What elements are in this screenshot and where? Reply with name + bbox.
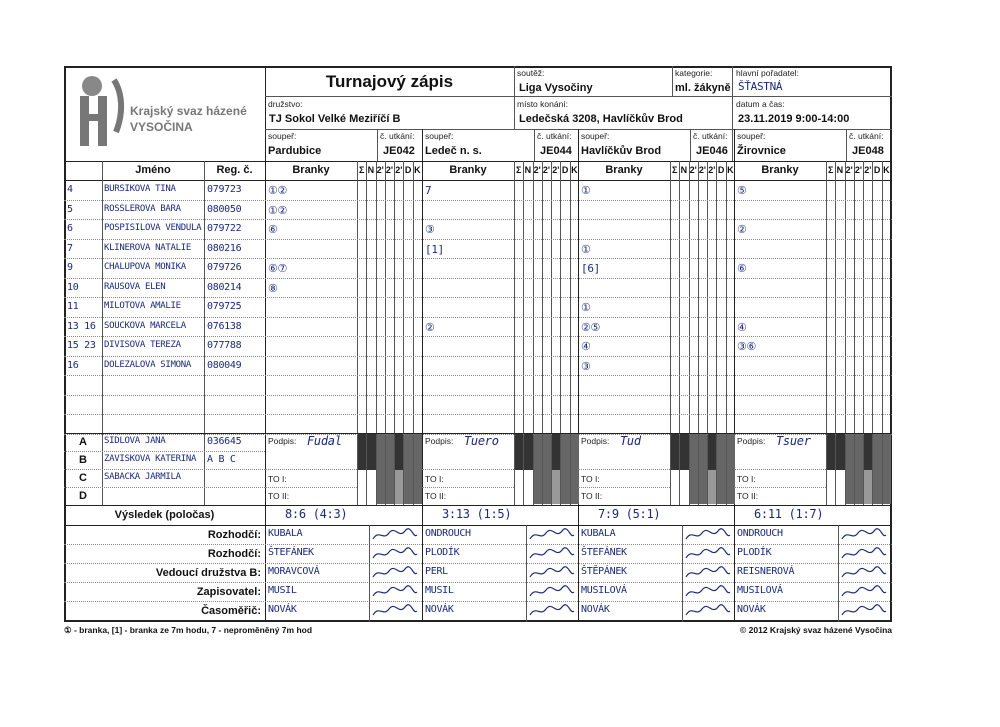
col-two2: 2' <box>542 165 551 175</box>
signature-mark <box>684 546 732 562</box>
logo-handball-icon <box>72 72 132 152</box>
player-goals: ③ <box>425 223 435 236</box>
player-name: RAUSOVÁ ELEN <box>104 281 166 292</box>
signature-mark <box>528 546 576 562</box>
podpis-label: Podpis: <box>737 436 766 446</box>
player-name: BURŠÍKOVÁ TINA <box>104 184 176 194</box>
player-number: 5 <box>67 203 73 215</box>
player-reg: 076138 <box>207 320 242 332</box>
col-two1: 2' <box>689 165 697 175</box>
player-number: 15 23 <box>67 340 96 351</box>
player-goals: ②⑤ <box>581 320 601 334</box>
page-title: Turnajový zápis <box>325 72 454 91</box>
player-name: KLINEROVÁ NATÁLIE <box>104 242 192 253</box>
official-entry: ŠTEFÁNEK <box>581 547 627 558</box>
datum-value: 23.11.2019 9:00-14:00 <box>738 113 850 125</box>
player-reg: 080214 <box>207 281 242 293</box>
logo <box>72 72 262 152</box>
bottom-row-label: Vedoucí družstva B: <box>155 567 261 579</box>
player-goals: [1] <box>425 242 444 256</box>
official-entry: ŠTEFÁNEK <box>268 547 314 558</box>
to2-label: TO II: <box>581 491 603 501</box>
player-number: 16 <box>67 359 79 371</box>
utkani-label: č. utkání: <box>537 131 572 141</box>
datum-label: datum a čas: <box>736 99 785 109</box>
player-number: 4 <box>67 184 73 195</box>
official-entry: NOVÁK <box>581 604 610 615</box>
utkani-value: JE042 <box>383 145 415 157</box>
player-goals: ⑥ <box>737 262 747 275</box>
soutez-label: soutěž: <box>517 68 545 78</box>
official-name: ŠIDLOVÁ JANA <box>104 436 166 446</box>
player-goals: ⑥⑦ <box>268 262 288 275</box>
podpis-signature: Tuero <box>464 434 499 448</box>
souper-value: Havlíčkův Brod <box>581 145 662 157</box>
to2-label: TO II: <box>737 491 759 501</box>
player-goals: ① <box>581 301 591 314</box>
col-two3: 2' <box>552 165 560 175</box>
bottom-row-label: Rozhodčí: <box>207 529 261 541</box>
misto-label: místo konání: <box>517 99 569 109</box>
official-entry: PLODÍK <box>737 547 772 558</box>
souper-label: soupeř: <box>737 131 766 141</box>
official-name: ŠABACKÁ JARMILA <box>104 472 181 482</box>
official-entry: PLODÍK <box>425 547 460 558</box>
player-goals: ⑧ <box>268 281 278 295</box>
col-two1: 2' <box>533 165 541 175</box>
col-d: D <box>561 165 569 175</box>
official-entry: REISNEROVÁ <box>737 566 795 577</box>
player-goals: ① <box>581 242 591 256</box>
col-branky: Branky <box>449 164 487 176</box>
col-reg: Reg. č. <box>216 164 253 176</box>
col-branky: Branky <box>761 164 799 176</box>
match-result: 7:9 (5:1) <box>598 507 661 521</box>
col-d: D <box>404 165 412 175</box>
official-entry: KUBALA <box>581 528 616 539</box>
official-entry: MORAVCOVÁ <box>268 566 320 577</box>
signature-mark <box>371 565 419 581</box>
souper-label: soupeř: <box>581 131 610 141</box>
player-goals: [6] <box>581 262 600 275</box>
podpis-signature: Fudal <box>307 434 342 448</box>
souper-value: Ledeč n. s. <box>425 145 482 157</box>
player-name: CHALUPOVÁ MONIKA <box>104 262 186 272</box>
col-n: N <box>367 165 375 175</box>
logo-text-2: VYSOČINA <box>130 120 193 134</box>
player-number: 7 <box>67 242 73 254</box>
signature-mark <box>684 584 732 600</box>
player-goals: ⑥ <box>268 223 278 236</box>
druzstvo-label: družstvo: <box>268 99 303 109</box>
player-goals: ① <box>581 184 591 197</box>
player-name: SOUČKOVÁ MARCELA <box>104 320 186 331</box>
utkani-label: č. utkání: <box>693 131 728 141</box>
official-name: ZÁVIŠKOVÁ KATEŘINA <box>104 454 197 464</box>
official-entry: NOVÁK <box>425 604 454 615</box>
misto-value: Ledečská 3208, Havlíčkův Brod <box>519 113 683 125</box>
col-branky: Branky <box>292 164 330 176</box>
player-reg: 079722 <box>207 223 242 234</box>
player-goals: ③ <box>581 359 591 373</box>
signature-mark <box>371 546 419 562</box>
col-k: K <box>571 165 578 175</box>
bottom-row-label: Rozhodčí: <box>207 548 261 560</box>
col-sigma: Σ <box>515 165 522 175</box>
soutez-value: Liga Vysočiny <box>519 82 593 94</box>
utkani-value: JE048 <box>852 145 884 157</box>
official-entry: NOVÁK <box>737 604 766 615</box>
podpis-label: Podpis: <box>581 436 610 446</box>
footer-copyright: © 2012 Krajský svaz házené Vysočina <box>740 625 892 635</box>
col-sigma: Σ <box>671 165 678 175</box>
player-reg: 079726 <box>207 262 242 273</box>
signature-mark <box>528 565 576 581</box>
player-number: 11 <box>67 301 79 312</box>
to1-label: TO I: <box>581 474 600 484</box>
druzstvo-value: TJ Sokol Velké Meziříčí B <box>269 113 401 125</box>
utkani-value: JE046 <box>696 145 728 157</box>
official-entry: ONDROUCH <box>425 528 471 539</box>
footer-legend: ① - branka, [1] - branka ze 7m hodu, 7 - neproměněný 7m hod <box>64 625 313 635</box>
col-two3: 2' <box>395 165 403 175</box>
to1-label: TO I: <box>737 474 756 484</box>
official-letter: B <box>79 454 87 466</box>
signature-mark <box>528 527 576 543</box>
player-goals: ④ <box>737 320 747 334</box>
col-two2: 2' <box>854 165 863 175</box>
poradatel-label: hlavní pořadatel: <box>736 68 799 78</box>
player-reg: 079723 <box>207 184 242 195</box>
match-result: 6:11 (1:7) <box>754 507 824 521</box>
official-reg: 036645 <box>207 436 242 447</box>
player-goals: ①② <box>268 184 288 197</box>
player-number: 13 16 <box>67 320 96 332</box>
official-entry: NOVÁK <box>268 604 297 615</box>
player-goals: ⑤ <box>737 184 747 197</box>
utkani-label: č. utkání: <box>849 131 884 141</box>
to1-label: TO I: <box>268 474 287 484</box>
player-name: MILOTOVÁ AMÁLIE <box>104 301 181 311</box>
player-reg: 080216 <box>207 242 242 254</box>
match-result: 8:6 (4:3) <box>285 507 348 521</box>
player-reg: 080049 <box>207 359 242 371</box>
col-sigma: Σ <box>358 165 365 175</box>
official-entry: MUSIL <box>425 585 454 596</box>
official-entry: MUSIL <box>268 585 297 596</box>
bottom-row-label: Zapisovatel: <box>196 586 261 598</box>
col-two3: 2' <box>864 165 872 175</box>
player-name: DIVIŠOVÁ TEREZA <box>104 340 181 350</box>
player-name: RÖSSLEROVÁ BARA <box>104 203 181 214</box>
official-entry: ŠTĚPÁNEK <box>581 566 627 577</box>
col-k: K <box>414 165 421 175</box>
souper-label: soupeř: <box>425 131 454 141</box>
player-goals: ② <box>425 320 435 334</box>
souper-label: soupeř: <box>268 131 297 141</box>
player-goals: ③⑥ <box>737 340 757 353</box>
player-reg: 080050 <box>207 203 242 215</box>
signature-mark <box>528 584 576 600</box>
official-entry: PERL <box>425 566 448 577</box>
player-goals: 7 <box>425 184 432 197</box>
col-two2: 2' <box>385 165 394 175</box>
player-number: 6 <box>67 223 73 234</box>
utkani-value: JE044 <box>540 145 572 157</box>
col-n: N <box>836 165 844 175</box>
player-reg: 079725 <box>207 301 242 312</box>
col-two2: 2' <box>698 165 707 175</box>
utkani-label: č. utkání: <box>380 131 415 141</box>
kategorie-value: ml. žákyně <box>675 82 731 94</box>
official-letter: A <box>79 436 87 448</box>
podpis-signature: Tsuer <box>776 434 811 448</box>
official-letter: C <box>79 472 87 484</box>
podpis-label: Podpis: <box>425 436 454 446</box>
col-k: K <box>727 165 734 175</box>
podpis-label: Podpis: <box>268 436 297 446</box>
col-k: K <box>883 165 890 175</box>
official-entry: MUSILOVÁ <box>737 585 783 596</box>
col-two1: 2' <box>845 165 853 175</box>
signature-mark <box>371 584 419 600</box>
signature-mark <box>840 584 888 600</box>
signature-mark <box>840 603 888 619</box>
col-branky: Branky <box>605 164 643 176</box>
official-entry: KUBALA <box>268 528 303 539</box>
signature-mark <box>684 565 732 581</box>
kategorie-label: kategorie: <box>675 68 713 78</box>
signature-mark <box>840 527 888 543</box>
player-goals: ①② <box>268 203 288 217</box>
player-number: 9 <box>67 262 73 273</box>
col-two3: 2' <box>708 165 716 175</box>
to1-label: TO I: <box>425 474 444 484</box>
official-reg: A B C <box>207 454 236 465</box>
col-two1: 2' <box>376 165 384 175</box>
signature-mark <box>684 603 732 619</box>
col-d: D <box>873 165 881 175</box>
to2-label: TO II: <box>268 491 290 501</box>
player-goals: ④ <box>581 340 591 353</box>
souper-value: Žirovnice <box>737 145 786 157</box>
player-name: POSPÍŠILOVÁ VENDULA <box>104 223 202 233</box>
col-jmeno: Jméno <box>135 164 171 176</box>
official-letter: D <box>79 490 87 502</box>
col-d: D <box>717 165 725 175</box>
player-number: 10 <box>67 281 79 293</box>
souper-value: Pardubice <box>268 145 322 157</box>
match-result: 3:13 (1:5) <box>442 507 512 521</box>
signature-mark <box>684 527 732 543</box>
vysledek-label: Výsledek (poločas) <box>114 509 215 521</box>
signature-mark <box>371 603 419 619</box>
podpis-signature: Tud <box>620 434 641 448</box>
player-goals: ② <box>737 223 747 236</box>
to2-label: TO II: <box>425 491 447 501</box>
official-entry: ONDROUCH <box>737 528 783 539</box>
col-sigma: Σ <box>827 165 834 175</box>
player-reg: 077788 <box>207 340 242 351</box>
logo-text-1: Krajský svaz házené <box>130 104 247 118</box>
signature-mark <box>840 565 888 581</box>
official-entry: MUSILOVÁ <box>581 585 627 596</box>
col-n: N <box>524 165 532 175</box>
signature-mark <box>840 546 888 562</box>
col-n: N <box>680 165 688 175</box>
signature-mark <box>528 603 576 619</box>
poradatel-value: ŠŤASTNÁ <box>738 80 783 93</box>
player-name: DOLEŽALOVÁ SIMONA <box>104 359 192 370</box>
signature-mark <box>371 527 419 543</box>
bottom-row-label: Časoměřič: <box>201 605 261 617</box>
